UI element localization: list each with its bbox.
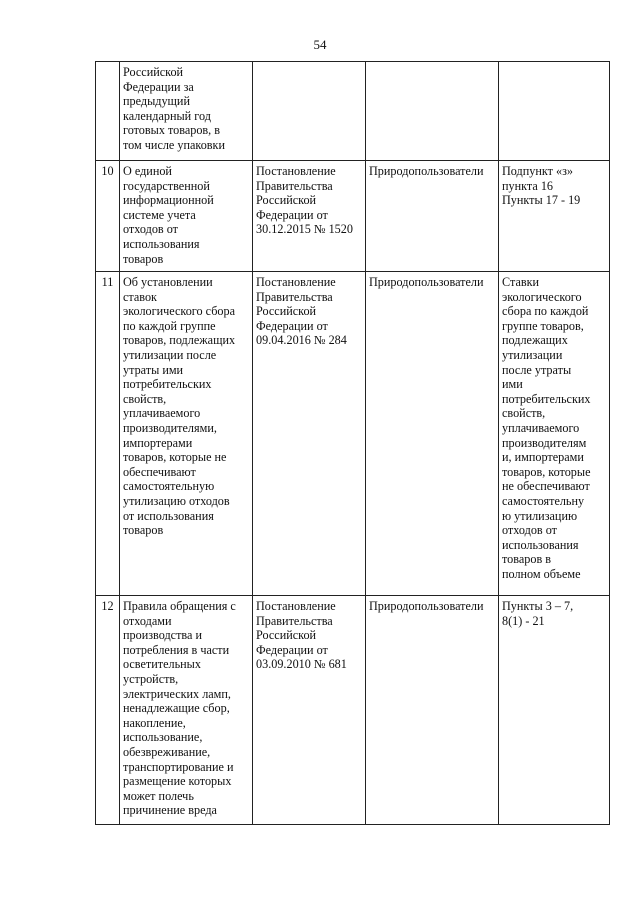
table-row: [96, 272, 610, 596]
subjects-cell: Природопользователи: [366, 272, 499, 596]
subjects-cell: Природопользователи: [366, 161, 499, 272]
requirements-cell: [499, 62, 610, 161]
requirements-table: [95, 61, 610, 825]
requirements-cell: Ставки экологического сбора по каждой группе товаров, подлежащих утилизации после утраты ими потребительских свойств, уплачиваемого производителям и, импортерами товаров, которые не обеспечивают самостоятельну ю утилизацию отходов от использования товаров в полном объеме: [499, 272, 610, 596]
table-row: [96, 161, 610, 272]
document-name-cell: О единой государственной информационной системе учета отходов от использования товаров: [120, 161, 253, 272]
subjects-cell: Природопользователи: [366, 596, 499, 825]
legal-act-cell: Постановление Правительства Российской Федерации от 09.04.2016 № 284: [253, 272, 366, 596]
requirements-cell: Подпункт «з» пункта 16 Пункты 17 - 19: [499, 161, 610, 272]
legal-act-cell: Постановление Правительства Российской Федерации от 30.12.2015 № 1520: [253, 161, 366, 272]
legal-act-cell: Постановление Правительства Российской Федерации от 03.09.2010 № 681: [253, 596, 366, 825]
row-number-cell: 10: [96, 161, 120, 272]
row-number-cell: 12: [96, 596, 120, 825]
document-name-cell: Правила обращения с отходами производства и потребления в части осветительных устройств, электрических ламп, ненадлежащие сбор, накопление, использование, обезвреживание, транспортирование и размещение которых может полечь причинение вреда: [120, 596, 253, 825]
document-name-cell: Российской Федерации за предыдущий календарный год готовых товаров, в том числе упаковки: [120, 62, 253, 161]
legal-act-cell: [253, 62, 366, 161]
row-number-cell: [96, 62, 120, 161]
document-name-cell: Об установлении ставок экологического сбора по каждой группе товаров, подлежащих утилизации после утраты ими потребительских свойств, уплачиваемого производителями, импортерами товаров, которые не обеспечивают самостоятельную утилизацию отходов от использования товаров: [120, 272, 253, 596]
page-number: 54: [313, 37, 327, 52]
row-number-cell: 11: [96, 272, 120, 596]
table-row: [96, 62, 610, 161]
requirements-cell: Пункты 3 – 7, 8(1) - 21: [499, 596, 610, 825]
table-row: [96, 596, 610, 825]
subjects-cell: [366, 62, 499, 161]
